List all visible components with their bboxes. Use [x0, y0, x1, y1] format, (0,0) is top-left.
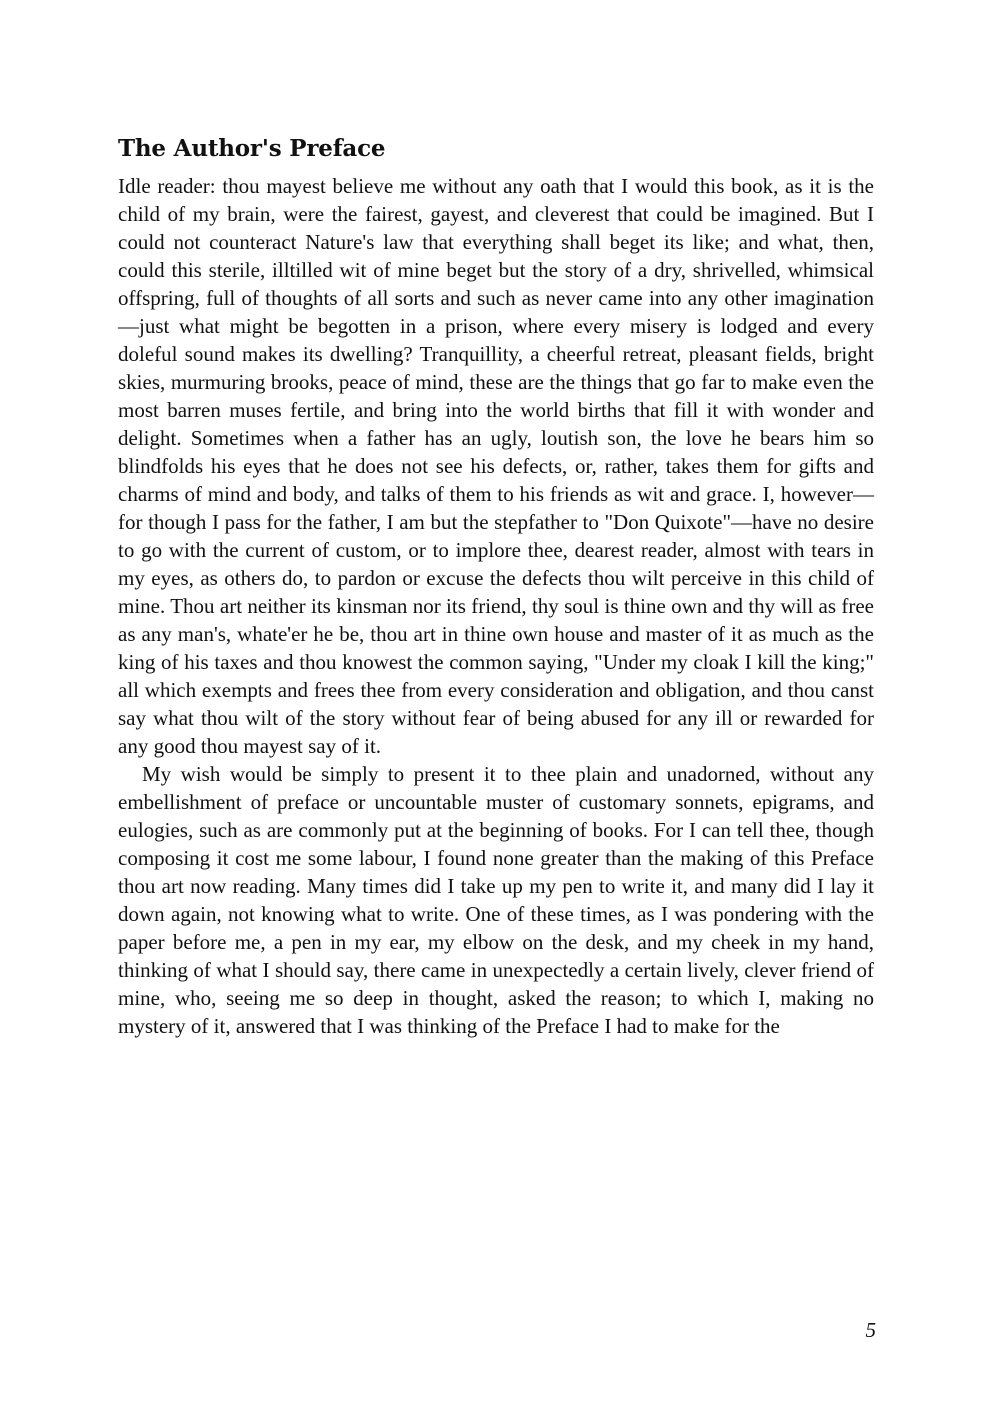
page-title: The Author's Preface: [118, 135, 386, 163]
paragraph-1: Idle reader: thou mayest believe me without any oath that I would this book, as it is the child of my brain, were the fairest, gayest, and cleverest that could be imagined. But I could not counteract Nature's law that everything shall beget its like; and what, then, could this sterile, illtilled wit of mine beget but the story of a dry, shrivelled, whimsical offspring, full of thoughts of all sorts and such as never came into any other imagination—just what might be begotten in a prison, where every misery is lodged and every doleful sound makes its dwelling? Tranquillity, a cheerful retreat, pleasant fields, bright skies, murmuring brooks, peace of mind, these are the things that go far to make even the most barren muses fertile, and bring into the world births that fill it with wonder and delight. Sometimes when a father has an ugly, loutish son, the love he bears him so blindfolds his eyes that he does not see his defects, or, rather, takes them for gifts and charms of mind and body, and talks of them to his friends as wit and grace. I, however—for though I pass for the father, I am but the stepfather to "Don Quixote"—have no desire to go with the current of custom, or to implore thee, dearest reader, almost with tears in my eyes, as others do, to pardon or excuse the defects thou wilt perceive in this child of mine. Thou art neither its kinsman nor its friend, thy soul is thine own and thy will as free as any man's, whate'er he be, thou art in thine own house and master of it as much as the king of his taxes and thou knowest the common saying, "Under my cloak I kill the king;" all which exempts and frees thee from every consideration and obligation, and thou canst say what thou wilt of the story without fear of being abused for any ill or rewarded for any good thou mayest say of it.: [118, 174, 874, 758]
paragraph-2: My wish would be simply to present it to thee plain and unadorned, without any embellishment of preface or uncountable muster of customary sonnets, epigrams, and eulogies, such as are commonly put at the beginning of books. For I can tell thee, though composing it cost me some labour, I found none greater than the making of this Preface thou art now reading. Many times did I take up my pen to write it, and many did I lay it down again, not knowing what to write. One of these times, as I was pondering with the paper before me, a pen in my ear, my elbow on the desk, and my cheek in my hand, thinking of what I should say, there came in unexpectedly a certain lively, clever friend of mine, who, seeing me so deep in thought, asked the reason; to which I, making no mystery of it, answered that I was thinking of the Preface I had to make for the: [118, 762, 874, 1038]
page-number: 5: [865, 1318, 876, 1342]
body-text: [118, 172, 874, 1040]
